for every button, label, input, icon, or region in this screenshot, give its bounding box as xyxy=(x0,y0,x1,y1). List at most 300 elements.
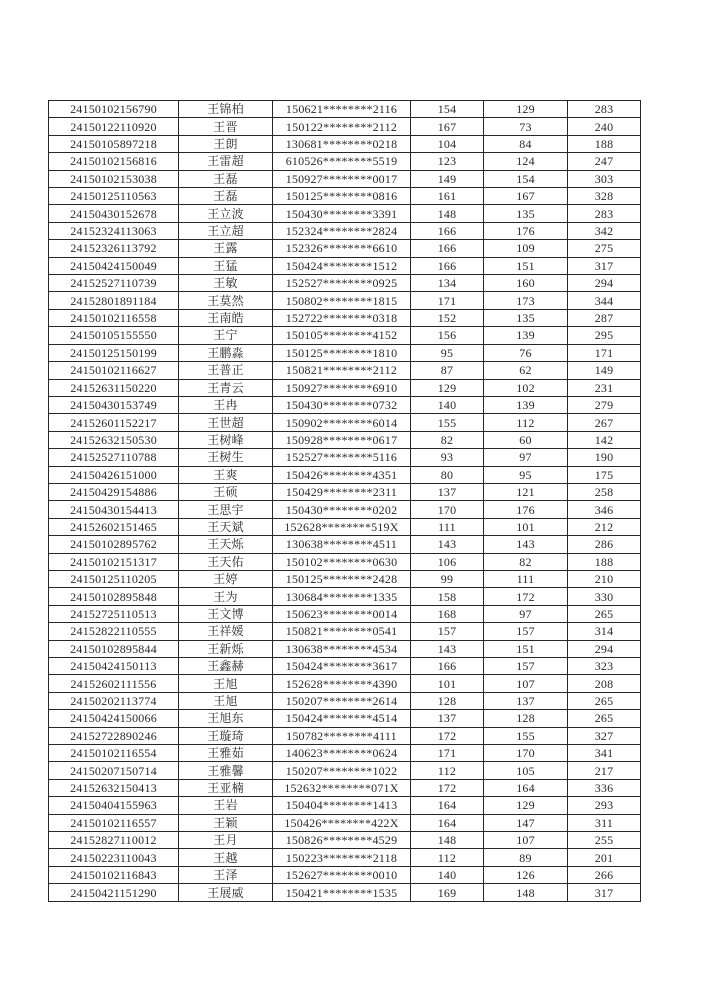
table-cell-exam-number: 24150421151290 xyxy=(49,884,179,902)
table-cell-total-score: 287 xyxy=(568,309,641,326)
table-cell-exam-number: 24150424150113 xyxy=(49,658,179,675)
table-cell-id-number: 152628********519X xyxy=(273,518,411,535)
table-cell-exam-number: 24152602151465 xyxy=(49,518,179,535)
table-cell-exam-number: 24150102156790 xyxy=(49,101,179,118)
table-cell-name: 王爽 xyxy=(179,466,273,483)
table-cell-name: 王宁 xyxy=(179,327,273,344)
table-cell-total-score: 188 xyxy=(568,135,641,152)
table-cell-exam-number: 24150102895762 xyxy=(49,536,179,553)
table-cell-name: 王璇琦 xyxy=(179,727,273,744)
table-cell-score-1: 172 xyxy=(411,779,484,796)
table-cell-score-2: 62 xyxy=(484,362,568,379)
table-cell-total-score: 240 xyxy=(568,118,641,135)
table-row xyxy=(49,449,641,466)
table-cell-exam-number: 24152722890246 xyxy=(49,727,179,744)
table-cell-name: 王敏 xyxy=(179,275,273,292)
table-cell-id-number: 130684********1335 xyxy=(273,588,411,605)
table-cell-name: 王雅茹 xyxy=(179,745,273,762)
table-cell-name: 王祥媛 xyxy=(179,623,273,640)
table-cell-total-score: 201 xyxy=(568,849,641,866)
table-cell-score-2: 135 xyxy=(484,205,568,222)
table-cell-total-score: 265 xyxy=(568,605,641,622)
table-cell-id-number: 150430********0202 xyxy=(273,501,411,518)
table-cell-exam-number: 24150430152678 xyxy=(49,205,179,222)
table-cell-name: 王猛 xyxy=(179,257,273,274)
table-row xyxy=(49,658,641,675)
table-cell-total-score: 149 xyxy=(568,362,641,379)
table-cell-id-number: 150426********4351 xyxy=(273,466,411,483)
table-cell-name: 王露 xyxy=(179,240,273,257)
table-cell-id-number: 150430********3391 xyxy=(273,205,411,222)
table-cell-exam-number: 24152631150220 xyxy=(49,379,179,396)
table-cell-total-score: 341 xyxy=(568,745,641,762)
table-cell-score-2: 143 xyxy=(484,536,568,553)
table-cell-name: 王旭东 xyxy=(179,710,273,727)
table-row xyxy=(49,118,641,135)
table-row xyxy=(49,849,641,866)
table-cell-total-score: 212 xyxy=(568,518,641,535)
table-cell-total-score: 293 xyxy=(568,797,641,814)
table-cell-id-number: 130638********4511 xyxy=(273,536,411,553)
table-cell-name: 王锦柏 xyxy=(179,101,273,118)
table-cell-score-2: 157 xyxy=(484,623,568,640)
table-row xyxy=(49,153,641,170)
table-cell-id-number: 152326********6610 xyxy=(273,240,411,257)
table-cell-score-2: 76 xyxy=(484,344,568,361)
table-cell-name: 王立波 xyxy=(179,205,273,222)
table-cell-total-score: 283 xyxy=(568,205,641,222)
table-cell-id-number: 150424********3617 xyxy=(273,658,411,675)
table-cell-score-1: 166 xyxy=(411,240,484,257)
table-cell-score-2: 102 xyxy=(484,379,568,396)
table-cell-total-score: 267 xyxy=(568,414,641,431)
table-cell-score-2: 97 xyxy=(484,449,568,466)
table-cell-name: 王为 xyxy=(179,588,273,605)
table-cell-id-number: 150125********1810 xyxy=(273,344,411,361)
table-cell-name: 王晋 xyxy=(179,118,273,135)
table-cell-score-1: 152 xyxy=(411,309,484,326)
table-cell-score-1: 166 xyxy=(411,222,484,239)
table-cell-score-2: 105 xyxy=(484,762,568,779)
table-cell-total-score: 258 xyxy=(568,483,641,500)
table-cell-score-2: 173 xyxy=(484,292,568,309)
table-cell-exam-number: 24150223110043 xyxy=(49,849,179,866)
table-row xyxy=(49,309,641,326)
table-cell-exam-number: 24152527110788 xyxy=(49,449,179,466)
table-row xyxy=(49,275,641,292)
table-cell-id-number: 150125********2428 xyxy=(273,570,411,587)
table-cell-id-number: 150902********6014 xyxy=(273,414,411,431)
table-row xyxy=(49,170,641,187)
table-cell-score-1: 111 xyxy=(411,518,484,535)
table-cell-score-2: 176 xyxy=(484,222,568,239)
table-cell-exam-number: 24150102116554 xyxy=(49,745,179,762)
table-cell-exam-number: 24152725110513 xyxy=(49,605,179,622)
table-row xyxy=(49,797,641,814)
table-cell-total-score: 317 xyxy=(568,257,641,274)
table-cell-id-number: 152628********4390 xyxy=(273,675,411,692)
table-cell-score-1: 172 xyxy=(411,727,484,744)
table-row xyxy=(49,501,641,518)
table-cell-score-2: 151 xyxy=(484,257,568,274)
table-cell-total-score: 279 xyxy=(568,396,641,413)
table-cell-score-1: 170 xyxy=(411,501,484,518)
table-cell-exam-number: 24150430154413 xyxy=(49,501,179,518)
table-cell-score-1: 112 xyxy=(411,849,484,866)
table-cell-name: 王文博 xyxy=(179,605,273,622)
table-cell-name: 王硕 xyxy=(179,483,273,500)
table-cell-id-number: 150782********4111 xyxy=(273,727,411,744)
table-row xyxy=(49,135,641,152)
table-row xyxy=(49,240,641,257)
score-table-body xyxy=(49,101,641,902)
table-cell-score-2: 84 xyxy=(484,135,568,152)
table-cell-total-score: 294 xyxy=(568,640,641,657)
table-cell-exam-number: 24152324113063 xyxy=(49,222,179,239)
table-cell-name: 王天佑 xyxy=(179,553,273,570)
table-row xyxy=(49,692,641,709)
table-cell-total-score: 286 xyxy=(568,536,641,553)
table-row xyxy=(49,832,641,849)
table-cell-exam-number: 24150102895844 xyxy=(49,640,179,657)
table-cell-score-1: 169 xyxy=(411,884,484,902)
table-cell-id-number: 152527********0925 xyxy=(273,275,411,292)
table-row xyxy=(49,727,641,744)
table-cell-score-2: 82 xyxy=(484,553,568,570)
table-cell-score-2: 107 xyxy=(484,675,568,692)
table-row xyxy=(49,553,641,570)
table-cell-exam-number: 24150102151317 xyxy=(49,553,179,570)
table-cell-score-2: 97 xyxy=(484,605,568,622)
table-cell-id-number: 150424********4514 xyxy=(273,710,411,727)
table-cell-id-number: 150623********0014 xyxy=(273,605,411,622)
table-cell-exam-number: 24152326113792 xyxy=(49,240,179,257)
table-cell-name: 王鑫赫 xyxy=(179,658,273,675)
table-cell-total-score: 255 xyxy=(568,832,641,849)
table-cell-id-number: 150621********2116 xyxy=(273,101,411,118)
score-table xyxy=(48,100,641,902)
table-cell-id-number: 152722********0318 xyxy=(273,309,411,326)
table-cell-id-number: 150207********1022 xyxy=(273,762,411,779)
table-cell-total-score: 275 xyxy=(568,240,641,257)
table-cell-score-2: 176 xyxy=(484,501,568,518)
table-cell-total-score: 266 xyxy=(568,866,641,883)
table-cell-total-score: 295 xyxy=(568,327,641,344)
table-cell-name: 王旭 xyxy=(179,675,273,692)
table-cell-score-1: 123 xyxy=(411,153,484,170)
table-cell-id-number: 150102********0630 xyxy=(273,553,411,570)
table-row xyxy=(49,292,641,309)
table-cell-score-2: 89 xyxy=(484,849,568,866)
table-cell-name: 王天烁 xyxy=(179,536,273,553)
table-cell-score-2: 129 xyxy=(484,101,568,118)
table-cell-name: 王天斌 xyxy=(179,518,273,535)
table-cell-score-1: 171 xyxy=(411,292,484,309)
table-cell-id-number: 150404********1413 xyxy=(273,797,411,814)
table-cell-total-score: 336 xyxy=(568,779,641,796)
table-cell-score-1: 143 xyxy=(411,640,484,657)
table-cell-id-number: 130681********0218 xyxy=(273,135,411,152)
table-cell-exam-number: 24150125110563 xyxy=(49,188,179,205)
table-cell-id-number: 150430********0732 xyxy=(273,396,411,413)
table-cell-total-score: 208 xyxy=(568,675,641,692)
table-cell-id-number: 152632********071X xyxy=(273,779,411,796)
table-cell-total-score: 188 xyxy=(568,553,641,570)
table-cell-score-1: 154 xyxy=(411,101,484,118)
table-cell-name: 王岩 xyxy=(179,797,273,814)
table-cell-score-2: 155 xyxy=(484,727,568,744)
table-row xyxy=(49,710,641,727)
table-cell-total-score: 328 xyxy=(568,188,641,205)
table-row xyxy=(49,344,641,361)
table-cell-total-score: 323 xyxy=(568,658,641,675)
table-cell-exam-number: 24150105155550 xyxy=(49,327,179,344)
table-cell-name: 王普正 xyxy=(179,362,273,379)
table-cell-exam-number: 24152632150530 xyxy=(49,431,179,448)
table-cell-name: 王颖 xyxy=(179,814,273,831)
table-cell-total-score: 210 xyxy=(568,570,641,587)
table-cell-exam-number: 24150102116627 xyxy=(49,362,179,379)
table-cell-id-number: 150928********0617 xyxy=(273,431,411,448)
table-cell-score-2: 124 xyxy=(484,153,568,170)
table-cell-score-1: 164 xyxy=(411,814,484,831)
table-cell-score-2: 164 xyxy=(484,779,568,796)
table-cell-id-number: 150424********1512 xyxy=(273,257,411,274)
table-cell-name: 王世超 xyxy=(179,414,273,431)
table-cell-score-2: 139 xyxy=(484,396,568,413)
table-row xyxy=(49,222,641,239)
table-row xyxy=(49,605,641,622)
table-cell-score-2: 135 xyxy=(484,309,568,326)
table-cell-score-1: 143 xyxy=(411,536,484,553)
table-cell-id-number: 152527********5116 xyxy=(273,449,411,466)
table-cell-score-1: 129 xyxy=(411,379,484,396)
table-cell-score-2: 170 xyxy=(484,745,568,762)
table-cell-name: 王树生 xyxy=(179,449,273,466)
table-cell-id-number: 150821********0541 xyxy=(273,623,411,640)
table-cell-total-score: 265 xyxy=(568,710,641,727)
table-cell-score-1: 148 xyxy=(411,205,484,222)
table-cell-name: 王树峰 xyxy=(179,431,273,448)
table-cell-score-2: 167 xyxy=(484,188,568,205)
table-cell-score-2: 157 xyxy=(484,658,568,675)
table-cell-exam-number: 24150102116557 xyxy=(49,814,179,831)
table-cell-score-2: 126 xyxy=(484,866,568,883)
table-cell-score-1: 158 xyxy=(411,588,484,605)
table-cell-total-score: 317 xyxy=(568,884,641,902)
table-cell-id-number: 152324********2824 xyxy=(273,222,411,239)
table-cell-score-1: 168 xyxy=(411,605,484,622)
table-cell-name: 王青云 xyxy=(179,379,273,396)
table-cell-score-1: 128 xyxy=(411,692,484,709)
table-cell-score-1: 149 xyxy=(411,170,484,187)
table-row xyxy=(49,483,641,500)
table-cell-name: 王婷 xyxy=(179,570,273,587)
table-cell-total-score: 344 xyxy=(568,292,641,309)
table-cell-score-1: 140 xyxy=(411,396,484,413)
table-cell-exam-number: 24150102156816 xyxy=(49,153,179,170)
table-cell-score-2: 147 xyxy=(484,814,568,831)
table-row xyxy=(49,362,641,379)
table-row xyxy=(49,379,641,396)
table-cell-id-number: 150421********1535 xyxy=(273,884,411,902)
table-cell-score-1: 134 xyxy=(411,275,484,292)
table-cell-exam-number: 24150102153038 xyxy=(49,170,179,187)
table-cell-name: 王亚楠 xyxy=(179,779,273,796)
table-cell-exam-number: 24150102116558 xyxy=(49,309,179,326)
table-cell-total-score: 247 xyxy=(568,153,641,170)
table-cell-exam-number: 24152527110739 xyxy=(49,275,179,292)
table-cell-id-number: 150105********4152 xyxy=(273,327,411,344)
table-row xyxy=(49,588,641,605)
table-cell-id-number: 150927********6910 xyxy=(273,379,411,396)
table-cell-total-score: 346 xyxy=(568,501,641,518)
table-cell-name: 王雅馨 xyxy=(179,762,273,779)
table-cell-id-number: 610526********5519 xyxy=(273,153,411,170)
table-cell-name: 王新烁 xyxy=(179,640,273,657)
table-cell-exam-number: 24150202113774 xyxy=(49,692,179,709)
table-row xyxy=(49,675,641,692)
table-row xyxy=(49,814,641,831)
table-cell-total-score: 142 xyxy=(568,431,641,448)
table-cell-total-score: 190 xyxy=(568,449,641,466)
table-cell-score-2: 160 xyxy=(484,275,568,292)
table-cell-id-number: 152627********0010 xyxy=(273,866,411,883)
table-cell-exam-number: 24150122110920 xyxy=(49,118,179,135)
table-cell-score-1: 166 xyxy=(411,658,484,675)
table-cell-score-1: 171 xyxy=(411,745,484,762)
table-cell-score-1: 112 xyxy=(411,762,484,779)
table-cell-id-number: 150826********4529 xyxy=(273,832,411,849)
table-cell-score-1: 164 xyxy=(411,797,484,814)
table-cell-score-2: 129 xyxy=(484,797,568,814)
table-cell-score-1: 156 xyxy=(411,327,484,344)
table-row xyxy=(49,536,641,553)
table-cell-score-1: 148 xyxy=(411,832,484,849)
table-cell-score-1: 137 xyxy=(411,483,484,500)
table-cell-score-2: 111 xyxy=(484,570,568,587)
table-cell-score-1: 80 xyxy=(411,466,484,483)
table-cell-total-score: 171 xyxy=(568,344,641,361)
table-cell-name: 王雷超 xyxy=(179,153,273,170)
table-cell-name: 王磊 xyxy=(179,170,273,187)
table-cell-exam-number: 24152827110012 xyxy=(49,832,179,849)
table-cell-name: 王莫然 xyxy=(179,292,273,309)
table-cell-exam-number: 24152601152217 xyxy=(49,414,179,431)
table-cell-score-1: 106 xyxy=(411,553,484,570)
table-cell-score-1: 87 xyxy=(411,362,484,379)
table-row xyxy=(49,257,641,274)
table-cell-total-score: 231 xyxy=(568,379,641,396)
table-cell-total-score: 265 xyxy=(568,692,641,709)
table-cell-score-2: 151 xyxy=(484,640,568,657)
table-cell-score-2: 172 xyxy=(484,588,568,605)
table-row xyxy=(49,101,641,118)
table-cell-score-2: 109 xyxy=(484,240,568,257)
table-cell-id-number: 150426********422X xyxy=(273,814,411,831)
table-row xyxy=(49,779,641,796)
table-cell-id-number: 150125********0816 xyxy=(273,188,411,205)
table-cell-score-1: 95 xyxy=(411,344,484,361)
table-cell-score-1: 140 xyxy=(411,866,484,883)
table-cell-exam-number: 24150207150714 xyxy=(49,762,179,779)
table-cell-exam-number: 24152822110555 xyxy=(49,623,179,640)
table-row xyxy=(49,866,641,883)
table-cell-total-score: 342 xyxy=(568,222,641,239)
table-cell-score-2: 101 xyxy=(484,518,568,535)
table-row xyxy=(49,466,641,483)
table-cell-name: 王旭 xyxy=(179,692,273,709)
table-row xyxy=(49,205,641,222)
table-cell-name: 王月 xyxy=(179,832,273,849)
table-cell-exam-number: 24150102895848 xyxy=(49,588,179,605)
table-cell-exam-number: 24150424150066 xyxy=(49,710,179,727)
table-cell-total-score: 314 xyxy=(568,623,641,640)
table-cell-exam-number: 24150430153749 xyxy=(49,396,179,413)
table-cell-id-number: 130638********4534 xyxy=(273,640,411,657)
table-row xyxy=(49,884,641,902)
table-cell-score-1: 137 xyxy=(411,710,484,727)
table-cell-total-score: 294 xyxy=(568,275,641,292)
table-cell-score-2: 139 xyxy=(484,327,568,344)
table-cell-score-2: 121 xyxy=(484,483,568,500)
table-cell-score-2: 95 xyxy=(484,466,568,483)
table-cell-total-score: 330 xyxy=(568,588,641,605)
table-cell-name: 王鹏淼 xyxy=(179,344,273,361)
table-row xyxy=(49,623,641,640)
table-cell-id-number: 150821********2112 xyxy=(273,362,411,379)
table-cell-total-score: 327 xyxy=(568,727,641,744)
table-row xyxy=(49,762,641,779)
table-cell-exam-number: 24150426151000 xyxy=(49,466,179,483)
table-cell-id-number: 150429********2311 xyxy=(273,483,411,500)
table-cell-score-1: 166 xyxy=(411,257,484,274)
table-cell-score-2: 73 xyxy=(484,118,568,135)
table-cell-name: 王朗 xyxy=(179,135,273,152)
table-cell-score-2: 128 xyxy=(484,710,568,727)
table-row xyxy=(49,431,641,448)
table-cell-score-2: 154 xyxy=(484,170,568,187)
table-row xyxy=(49,570,641,587)
table-cell-id-number: 150802********1815 xyxy=(273,292,411,309)
table-cell-exam-number: 24152602111556 xyxy=(49,675,179,692)
table-row xyxy=(49,327,641,344)
table-cell-id-number: 150207********2614 xyxy=(273,692,411,709)
table-cell-id-number: 150122********2112 xyxy=(273,118,411,135)
table-cell-score-1: 99 xyxy=(411,570,484,587)
table-cell-id-number: 150223********2118 xyxy=(273,849,411,866)
table-cell-score-2: 107 xyxy=(484,832,568,849)
table-cell-exam-number: 24150102116843 xyxy=(49,866,179,883)
table-cell-exam-number: 24150424150049 xyxy=(49,257,179,274)
table-row xyxy=(49,745,641,762)
table-cell-name: 王南皓 xyxy=(179,309,273,326)
table-cell-name: 王越 xyxy=(179,849,273,866)
table-cell-score-1: 167 xyxy=(411,118,484,135)
table-cell-exam-number: 24150105897218 xyxy=(49,135,179,152)
table-row xyxy=(49,396,641,413)
table-cell-total-score: 283 xyxy=(568,101,641,118)
table-cell-exam-number: 24150125110205 xyxy=(49,570,179,587)
table-cell-score-2: 148 xyxy=(484,884,568,902)
table-row xyxy=(49,188,641,205)
table-row xyxy=(49,518,641,535)
table-cell-name: 王思宇 xyxy=(179,501,273,518)
table-cell-score-1: 82 xyxy=(411,431,484,448)
table-cell-score-1: 155 xyxy=(411,414,484,431)
table-cell-score-1: 93 xyxy=(411,449,484,466)
table-cell-total-score: 311 xyxy=(568,814,641,831)
